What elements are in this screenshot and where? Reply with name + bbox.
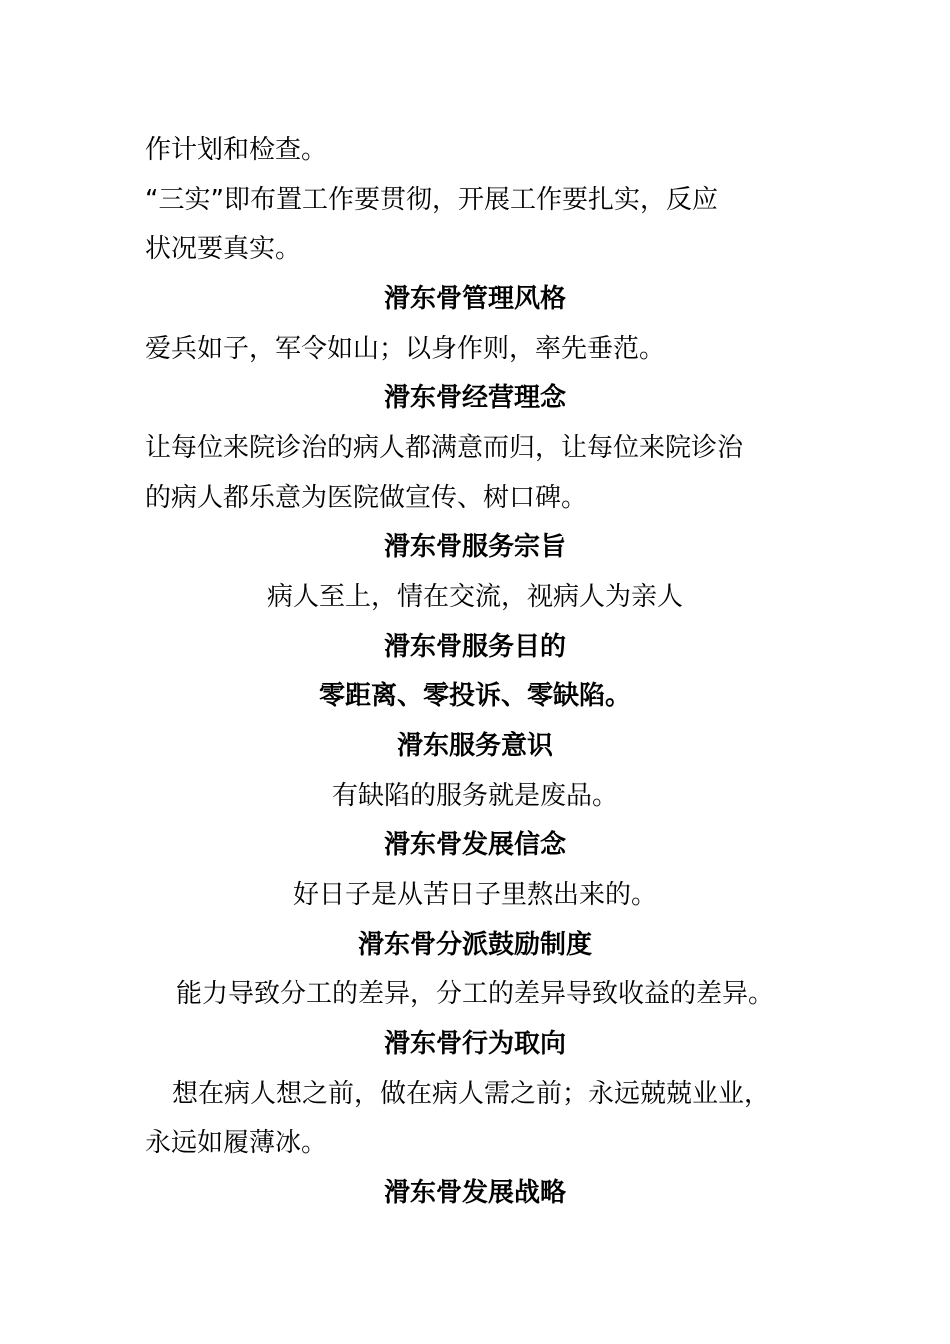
body-text-line: 能力导致分工的差异，分工的差异导致收益的差异。	[175, 979, 774, 1009]
section-heading: 滑东骨管理风格	[383, 284, 566, 314]
body-text-line: “三实”即布置工作要贯彻，开展工作要扎实，反应	[145, 185, 718, 215]
body-text-line: 爱兵如子，军令如山；以身作则，率先垂范。	[145, 334, 666, 364]
section-heading: 滑东骨发展信念	[383, 830, 566, 860]
body-text-line: 病人至上，情在交流，视病人为亲人	[266, 582, 683, 612]
body-text-line: 状况要真实。	[145, 234, 302, 264]
section-heading: 滑东骨经营理念	[383, 383, 566, 413]
body-text-line: 永远如履薄冰。	[145, 1128, 328, 1158]
body-text-line: 作计划和检查。	[145, 135, 328, 165]
body-text-line: 的病人都乐意为医院做宣传、树口碑。	[145, 483, 588, 513]
section-heading: 滑东骨分派鼓励制度	[357, 930, 592, 960]
section-heading: 零距离、零投诉、零缺陷。	[318, 681, 631, 711]
body-text-line: 让每位来院诊治的病人都满意而归，让每位来院诊治	[145, 433, 744, 463]
body-text-line: 想在病人想之前，做在病人需之前；永远兢兢业业，	[172, 1079, 771, 1109]
body-text-line: 有缺陷的服务就是废品。	[331, 781, 618, 811]
section-heading: 滑东骨发展战略	[383, 1178, 566, 1208]
body-text-line: 好日子是从苦日子里熬出来的。	[292, 880, 657, 910]
section-heading: 滑东服务意识	[396, 731, 553, 761]
section-heading: 滑东骨行为取向	[383, 1029, 566, 1059]
section-heading: 滑东骨服务宗旨	[383, 532, 566, 562]
section-heading: 滑东骨服务目的	[383, 632, 566, 662]
